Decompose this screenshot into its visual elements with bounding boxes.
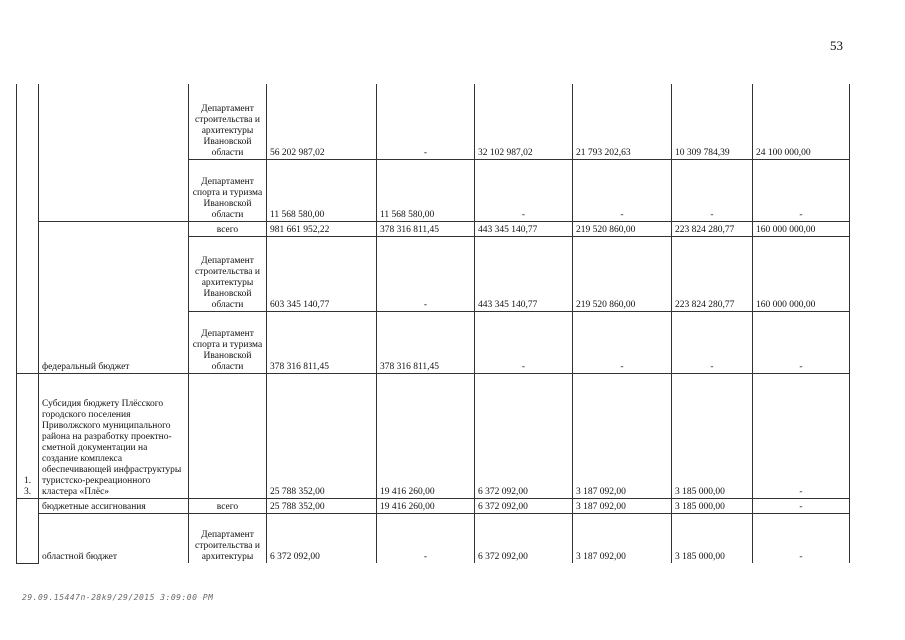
item-name: Субсидия бюджету Плёсского городского поселения Приволжского муниципального района на разработку проектно-сметной документации на создание комплекса обеспечивающей инфраструктуры туристско-рекреационного кластера «Плёс» — [39, 373, 189, 498]
value-cell: 160 000 000,00 — [753, 221, 850, 236]
value-cell: 24 100 000,00 — [753, 84, 850, 159]
regional-budget-label: областной бюджет — [39, 513, 189, 563]
table-row — [17, 373, 850, 498]
value-cell: 3 187 092,00 — [573, 513, 672, 563]
executor-cell: Департамент спорта и туризма Ивановской области — [189, 159, 267, 221]
value-cell: 6 372 092,00 — [267, 513, 377, 563]
value-cell: 3 187 092,00 — [573, 373, 672, 498]
executor-cell: всего — [189, 221, 267, 236]
source-cell — [39, 84, 189, 221]
executor-cell: Департамент строительства и архитектуры Ивановской области — [189, 236, 267, 311]
page-number: 53 — [830, 38, 843, 53]
value-cell: 3 185 000,00 — [672, 498, 753, 513]
value-cell: 6 372 092,00 — [475, 498, 573, 513]
value-cell: 3 185 000,00 — [672, 373, 753, 498]
value-cell: 160 000 000,00 — [753, 236, 850, 311]
table-row — [17, 513, 850, 563]
value-cell: 19 416 260,00 — [377, 373, 475, 498]
budget-table — [16, 84, 850, 564]
table-row — [17, 498, 850, 513]
value-cell: - — [753, 311, 850, 373]
number-cell — [17, 84, 39, 373]
value-cell: - — [377, 84, 475, 159]
value-cell: 223 824 280,77 — [672, 221, 753, 236]
value-cell: 3 187 092,00 — [573, 498, 672, 513]
value-cell: - — [377, 236, 475, 311]
value-cell: 10 309 784,39 — [672, 84, 753, 159]
document-footer: 29.09.15447п-28k9/29/2015 3:09:00 PM — [22, 593, 214, 602]
value-cell: 11 568 580,00 — [377, 159, 475, 221]
value-cell: - — [753, 513, 850, 563]
executor-cell: Департамент строительства и архитектуры — [189, 513, 267, 563]
value-cell: - — [573, 159, 672, 221]
value-cell: - — [753, 373, 850, 498]
value-cell: - — [672, 159, 753, 221]
value-cell: - — [753, 498, 850, 513]
value-cell: 223 824 280,77 — [672, 236, 753, 311]
federal-budget-label: федеральный бюджет — [39, 221, 189, 373]
value-cell: 25 788 352,00 — [267, 498, 377, 513]
value-cell: 443 345 140,77 — [475, 221, 573, 236]
executor-cell — [189, 373, 267, 498]
value-cell: 219 520 860,00 — [573, 236, 672, 311]
value-cell: - — [377, 513, 475, 563]
executor-cell: Департамент спорта и туризма Ивановской области — [189, 311, 267, 373]
value-cell: 25 788 352,00 — [267, 373, 377, 498]
value-cell: - — [475, 159, 573, 221]
table-row — [17, 221, 850, 236]
allocation-label: бюджетные ассигнования — [39, 498, 189, 513]
value-cell: - — [475, 311, 573, 373]
value-cell: 378 316 811,45 — [267, 311, 377, 373]
value-cell: 378 316 811,45 — [377, 311, 475, 373]
value-cell: 378 316 811,45 — [377, 221, 475, 236]
value-cell: 6 372 092,00 — [475, 513, 573, 563]
item-number: 1. 3. — [17, 373, 39, 498]
executor-cell: всего — [189, 498, 267, 513]
value-cell: 6 372 092,00 — [475, 373, 573, 498]
value-cell: 32 102 987,02 — [475, 84, 573, 159]
value-cell: 219 520 860,00 — [573, 221, 672, 236]
value-cell: 981 661 952,22 — [267, 221, 377, 236]
value-cell: 19 416 260,00 — [377, 498, 475, 513]
value-cell: - — [672, 311, 753, 373]
executor-cell: Департамент строительства и архитектуры Ивановской области — [189, 84, 267, 159]
table-row — [17, 84, 850, 159]
value-cell: 56 202 987,02 — [267, 84, 377, 159]
value-cell: 21 793 202,63 — [573, 84, 672, 159]
value-cell: - — [573, 311, 672, 373]
value-cell: 443 345 140,77 — [475, 236, 573, 311]
value-cell: 11 568 580,00 — [267, 159, 377, 221]
value-cell: 603 345 140,77 — [267, 236, 377, 311]
value-cell: - — [753, 159, 850, 221]
value-cell: 3 185 000,00 — [672, 513, 753, 563]
number-cell — [17, 498, 39, 563]
